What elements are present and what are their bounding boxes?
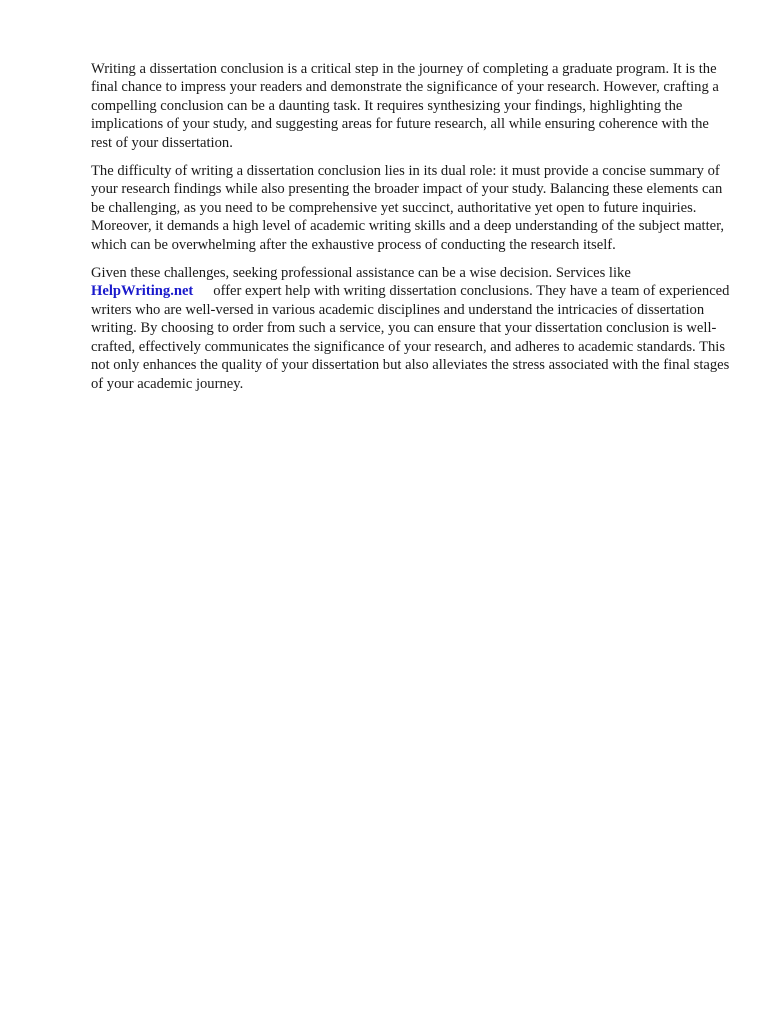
document-body [91,60,731,403]
paragraph-3-trailing-text: offer expert help with writing dissertation conclusions. They have a team of experienced writers who are well-versed in various academic disciplines and understand the intricacies of dissertation writing. By choosing to order from such a service, you can ensure that your dissertation conclusion is well-crafted, effectively communicates the significance of your research, and adheres to academic standards. This not only enhances the quality of your dissertation but also alleviates the stress associated with the final stages of your academic journey. [91,283,730,392]
paragraph-3 [91,264,731,393]
paragraph-3-lead-text: Given these challenges, seeking professional assistance can be a wise decision. Services like [91,265,631,282]
paragraph-2: The difficulty of writing a dissertation conclusion lies in its dual role: it must provide a concise summary of your research findings while also presenting the broader impact of your study. Balancing these elements can be challenging, as you need to be comprehensive yet succinct, authoritative yet open to future inquiries. Moreover, it demands a high level of academic writing skills and a deep understanding of the subject matter, which can be overwhelming after the exhaustive process of conducting the research itself. [91,163,725,253]
paragraph-1: Writing a dissertation conclusion is a critical step in the journey of completing a graduate program. It is the final chance to impress your readers and demonstrate the significance of your research. However, crafting a compelling conclusion can be a daunting task. It requires synthesizing your findings, highlighting the implications of your study, and suggesting areas for future research, all while ensuring coherence with the rest of your dissertation. [91,61,719,151]
helpwriting-link[interactable]: HelpWriting.net [91,283,194,300]
